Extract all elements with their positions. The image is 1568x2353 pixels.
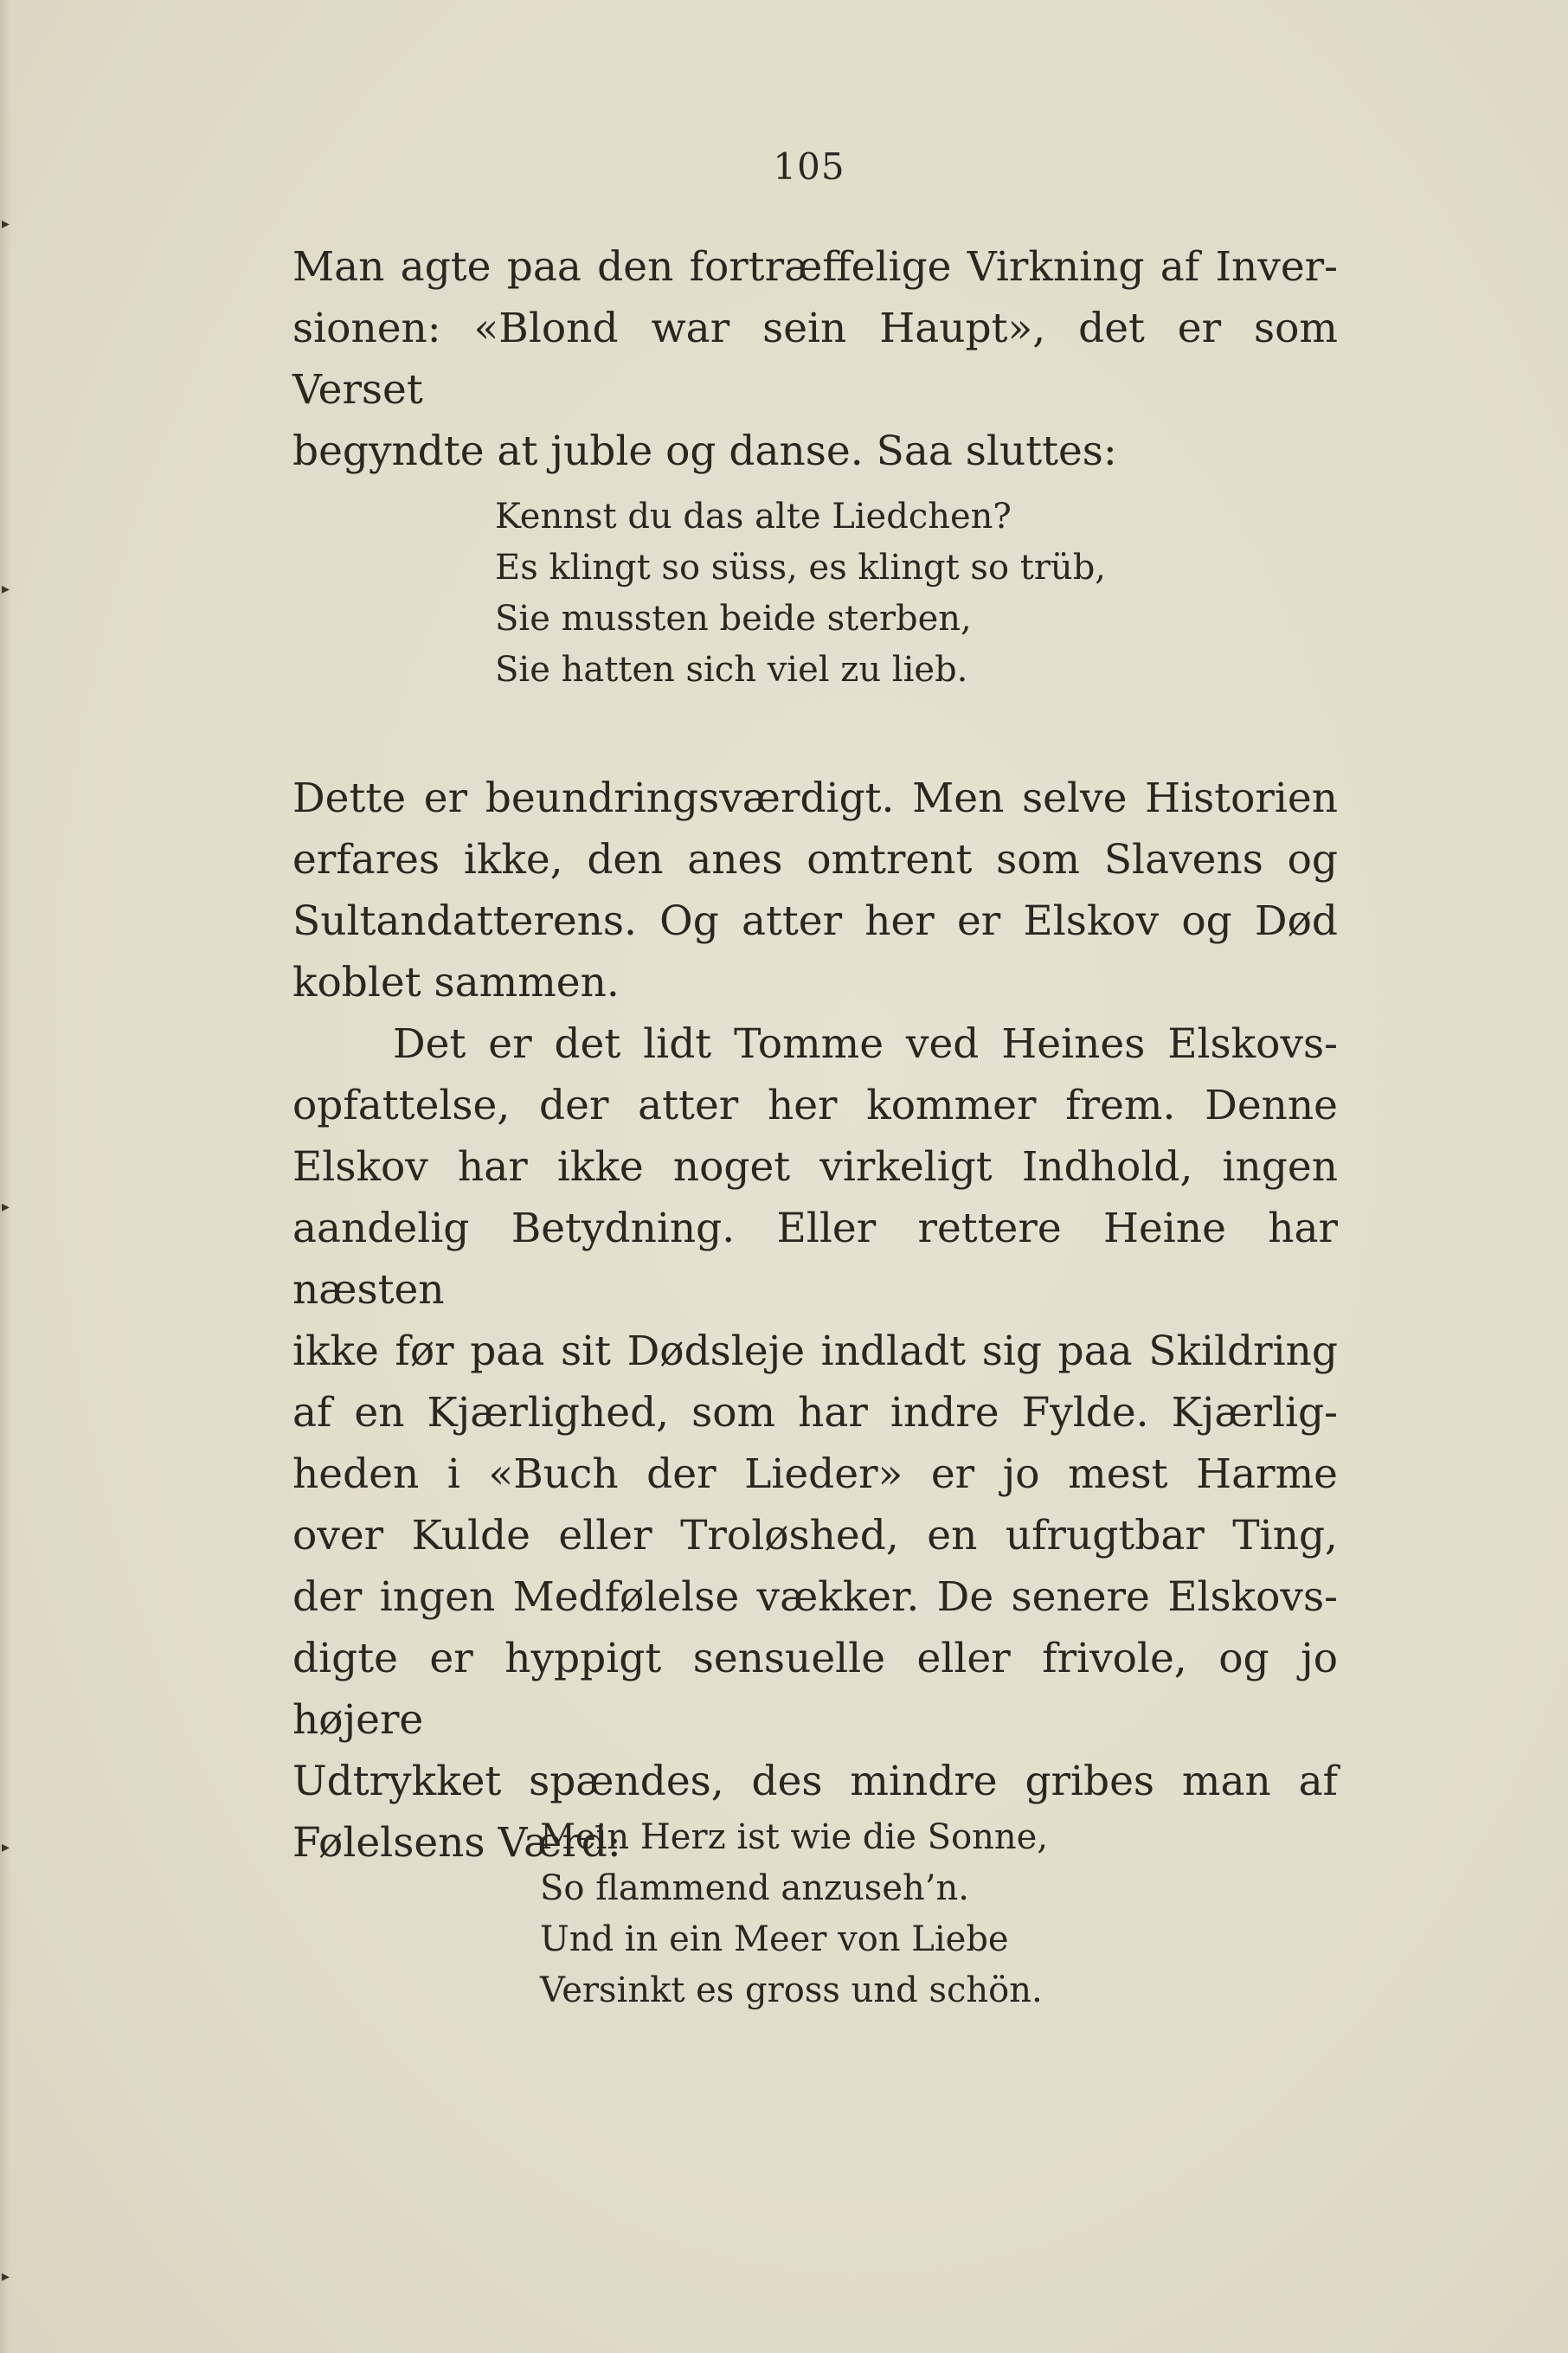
text-line: af en Kjærlighed, som har indre Fylde. Kjærlig- <box>292 1389 1338 1437</box>
text-line: heden i «Buch der Lieder» er jo mest Harme <box>292 1450 1338 1498</box>
verse-line: Kennst du das alte Liedchen? <box>495 497 1012 537</box>
text-line: digte er hyppigt sensuelle eller frivole, og jo højere <box>292 1635 1338 1744</box>
verse-line: Und in ein Meer von Liebe <box>540 1919 1009 1959</box>
paragraph-2 <box>292 768 1338 1013</box>
verse-line: Es klingt so süss, es klingt so trüb, <box>495 548 1107 588</box>
text-line: Dette er beundringsværdigt. Men selve Historien <box>292 775 1338 822</box>
text-line: begyndte at juble og danse. Saa sluttes: <box>292 428 1117 475</box>
binding-thread-mark: ▸ <box>2 580 10 598</box>
verse-quotation-1 <box>495 492 1106 696</box>
text-line: koblet sammen. <box>292 959 620 1006</box>
binding-thread-mark: ▸ <box>2 2267 10 2285</box>
verse-line: Mein Herz ist wie die Sonne, <box>540 1817 1049 1857</box>
text-line: erfares ikke, den anes omtrent som Slavens og <box>292 836 1338 884</box>
paragraph-3 <box>292 1013 1338 1874</box>
verse-line: So flammend anzuseh’n. <box>540 1868 969 1908</box>
verse-line: Sie hatten sich viel zu lieb. <box>495 650 968 690</box>
text-line: Det er det lidt Tomme ved Heines Elskovs- <box>393 1020 1338 1068</box>
binding-thread-mark: ▸ <box>2 1198 10 1216</box>
page-number: 105 <box>773 145 845 188</box>
text-line: Udtrykket spændes, des mindre gribes man af <box>292 1758 1338 1805</box>
text-line: Følelsens Værd: <box>292 1819 621 1867</box>
paragraph-1 <box>292 236 1338 482</box>
text-line: ikke før paa sit Dødsleje indladt sig paa Skildring <box>292 1328 1338 1375</box>
text-line: sionen: «Blond war sein Haupt», det er som Verset <box>292 305 1338 414</box>
text-line: Sultandatterens. Og atter her er Elskov og Død <box>292 897 1338 945</box>
binding-thread-mark: ▸ <box>2 215 10 233</box>
text-line: aandelig Betydning. Eller rettere Heine har næsten <box>292 1205 1338 1314</box>
text-line: opfattelse, der atter her kommer frem. Denne <box>292 1082 1338 1129</box>
verse-line: Versinkt es gross und schön. <box>540 1970 1043 2010</box>
text-line: der ingen Medfølelse vækker. De senere Elskovs- <box>292 1573 1338 1621</box>
binding-gutter <box>0 0 12 2353</box>
verse-quotation-2 <box>540 1812 1048 2016</box>
text-line: Elskov har ikke noget virkeligt Indhold, ingen <box>292 1143 1338 1191</box>
text-line: over Kulde eller Troløshed, en ufrugtbar Ting, <box>292 1512 1338 1559</box>
verse-line: Sie mussten beide sterben, <box>495 599 972 639</box>
binding-thread-mark: ▸ <box>2 1838 10 1856</box>
text-line: Man agte paa den fortræffelige Virkning af Inver- <box>292 243 1338 291</box>
